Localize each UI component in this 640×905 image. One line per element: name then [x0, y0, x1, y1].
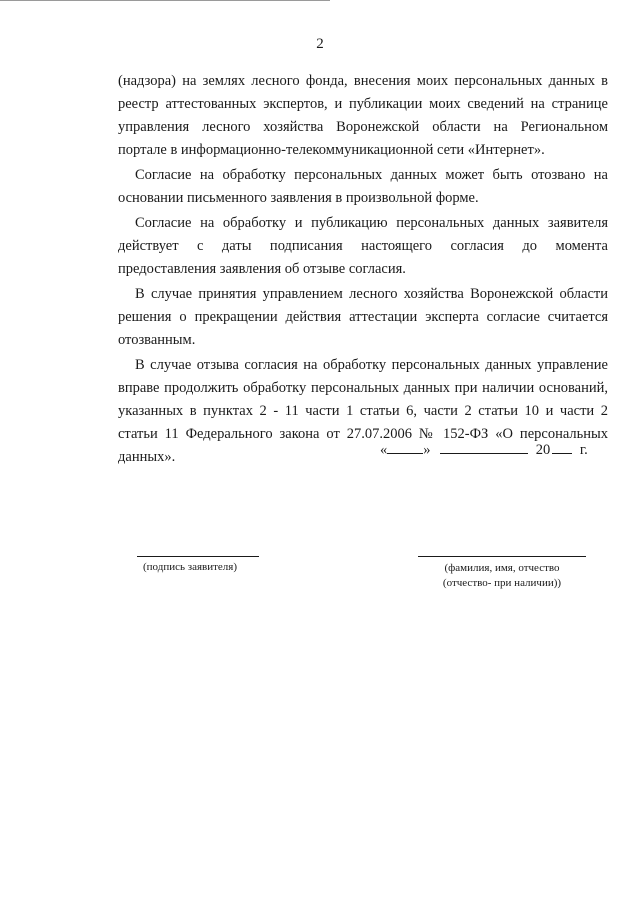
paragraph-3 [118, 212, 608, 281]
text-line: портале в информационно-телекоммуникационной сети «Интернет». [118, 142, 545, 158]
year-prefix: 20 [535, 442, 551, 458]
text-line: указанных в пунктах 2 - 11 части 1 статьи 6, части 2 статьи 10 и части 2 [118, 403, 608, 419]
page-number: 2 [316, 36, 324, 52]
text-line: данных». [118, 449, 176, 465]
paragraph-2 [118, 164, 608, 210]
text-line: действует с даты подписания настоящего согласия до момента [118, 238, 608, 254]
date-line [380, 439, 588, 459]
text-line-content: Согласие на обработку персональных данных может быть отозвано на [135, 167, 608, 183]
text-line: В случае отзыва согласия на обработку персональных данных управление [135, 357, 608, 373]
top-edge-rule [0, 0, 330, 1]
text-line: Согласие на обработку и публикацию персональных данных заявителя [135, 215, 608, 231]
text-line: В случае принятия управлением лесного хозяйства Воронежской области [135, 286, 608, 302]
month-blank[interactable] [440, 439, 528, 454]
full-name-line[interactable] [418, 556, 586, 557]
applicant-signature-line[interactable] [137, 556, 259, 557]
year-blank[interactable] [552, 439, 572, 454]
paragraph-4 [118, 283, 608, 352]
year-suffix: г. [579, 442, 588, 458]
text-line: (надзора) на землях лесного фонда, внесения моих персональных данных в [118, 73, 608, 89]
text-line: реестр аттестованных экспертов, и публикации моих сведений на странице [118, 96, 608, 112]
full-name-caption [418, 561, 586, 591]
text-line: предоставления заявления об отзыве согласия. [118, 261, 406, 277]
text-line [118, 164, 608, 187]
paragraph-1 [118, 70, 608, 162]
text-line: отозванным. [118, 332, 196, 348]
text-line: решения о прекращении действия аттестации эксперта согласие считается [118, 309, 608, 325]
day-blank[interactable] [387, 439, 423, 454]
text-line: вправе продолжить обработку персональных данных при наличии оснований, [118, 380, 608, 396]
full-name-caption-line-2: (отчество- при наличии)) [442, 577, 562, 589]
document-body [118, 70, 608, 469]
full-name-caption-line-1: (фамилия, имя, отчество [444, 562, 560, 574]
text-line: основании письменного заявления в произвольной форме. [118, 190, 479, 206]
applicant-signature-caption: (подпись заявителя) [143, 561, 238, 573]
open-quote: « [380, 442, 388, 458]
close-quote: » [423, 442, 431, 458]
text-line: статьи 11 Федерального закона от 27.07.2006 № 152-ФЗ «О персональных [118, 426, 608, 442]
text-line: управления лесного хозяйства Воронежской области на Региональном [118, 119, 608, 135]
